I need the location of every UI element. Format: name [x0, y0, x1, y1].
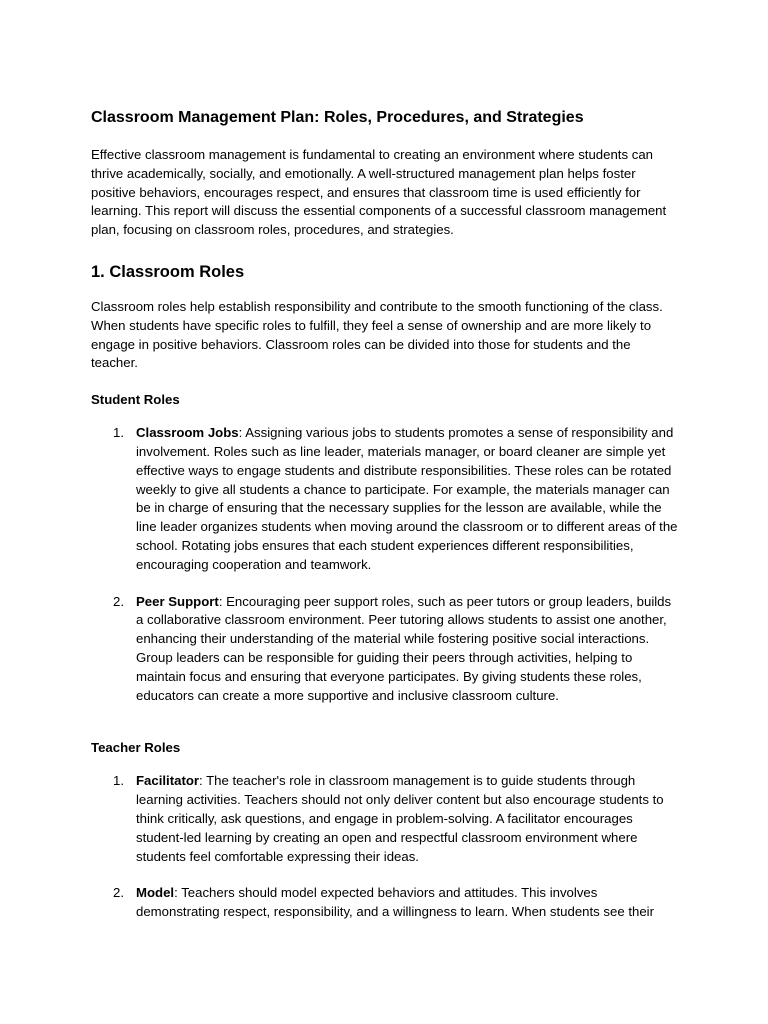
list-text: : Assigning various jobs to students promotes a sense of responsibility and involvement. Roles such as line leader, materials manager, or board cleaner are simple yet effective ways to engage students and distribute responsibilities. These roles can be rotated weekly to give all students a chance to participate. For example, the materials manager can be in charge of ensuring that the necessary supplies for the lesson are available, while the line leader organizes students when moving around the classroom or to different areas of the school. Rotating jobs ensures that each student experiences different responsibilities, encouraging cooperation and teamwork.: [136, 425, 678, 572]
document-title: Classroom Management Plan: Roles, Procedures, and Strategies: [91, 109, 584, 126]
list-term: Facilitator: [136, 773, 200, 789]
section-heading-classroom-roles: 1. Classroom Roles: [91, 262, 245, 281]
list-text: : Encouraging peer support roles, such as peer tutors or group leaders, builds a collaborative classroom environment. Peer tutoring allows students to assist one another, enhancing their understanding of the material while fostering positive social interactions. Group leaders can be responsible for guiding their peers through activities, helping to maintain focus and ensuring that everyone participates. By giving students these roles, educators can create a more supportive and inclusive classroom culture.: [136, 593, 672, 703]
list-number: 1.: [113, 773, 124, 789]
list-term: Model: [136, 885, 175, 901]
list-term: Classroom Jobs: [136, 425, 239, 441]
list-number: 2.: [113, 885, 124, 901]
subheading-student-roles: Student Roles: [91, 392, 180, 408]
list-item: [91, 593, 680, 706]
teacher-roles-list: [91, 772, 680, 922]
list-text: : The teacher's role in classroom management is to guide students through learning activities. Teachers should not only deliver content but also encourage students to think critically, ask questions, and engage in problem-solving. A facilitator encourages student-led learning by creating an open and respectful classroom environment where students feel comfortable expressing their ideas.: [136, 773, 664, 864]
section-paragraph: Classroom roles help establish responsibility and contribute to the smooth functioning of the class. When students have specific roles to fulfill, they feel a sense of ownership and are more likely to engage in positive behaviors. Classroom roles can be divided into those for students and the teacher.: [91, 298, 663, 371]
list-number: 2.: [113, 593, 124, 609]
list-item: [91, 424, 680, 574]
list-term: Peer Support: [136, 593, 219, 609]
subheading-teacher-roles: Teacher Roles: [91, 740, 181, 756]
intro-paragraph: Effective classroom management is fundamental to creating an environment where students can thrive academically, socially, and emotionally. A well-structured management plan helps foster positive behaviors, encourages respect, and ensures that classroom time is used efficiently for learning. This report will discuss the essential components of a successful classroom management plan, focusing on classroom roles, procedures, and strategies.: [91, 147, 667, 238]
student-roles-list: [91, 424, 680, 705]
list-text: : Teachers should model expected behaviors and attitudes. This involves demonstrating respect, responsibility, and a willingness to learn. When students see their: [136, 885, 655, 920]
list-number: 1.: [113, 425, 124, 441]
list-item: [91, 772, 680, 866]
list-item: [91, 884, 680, 922]
